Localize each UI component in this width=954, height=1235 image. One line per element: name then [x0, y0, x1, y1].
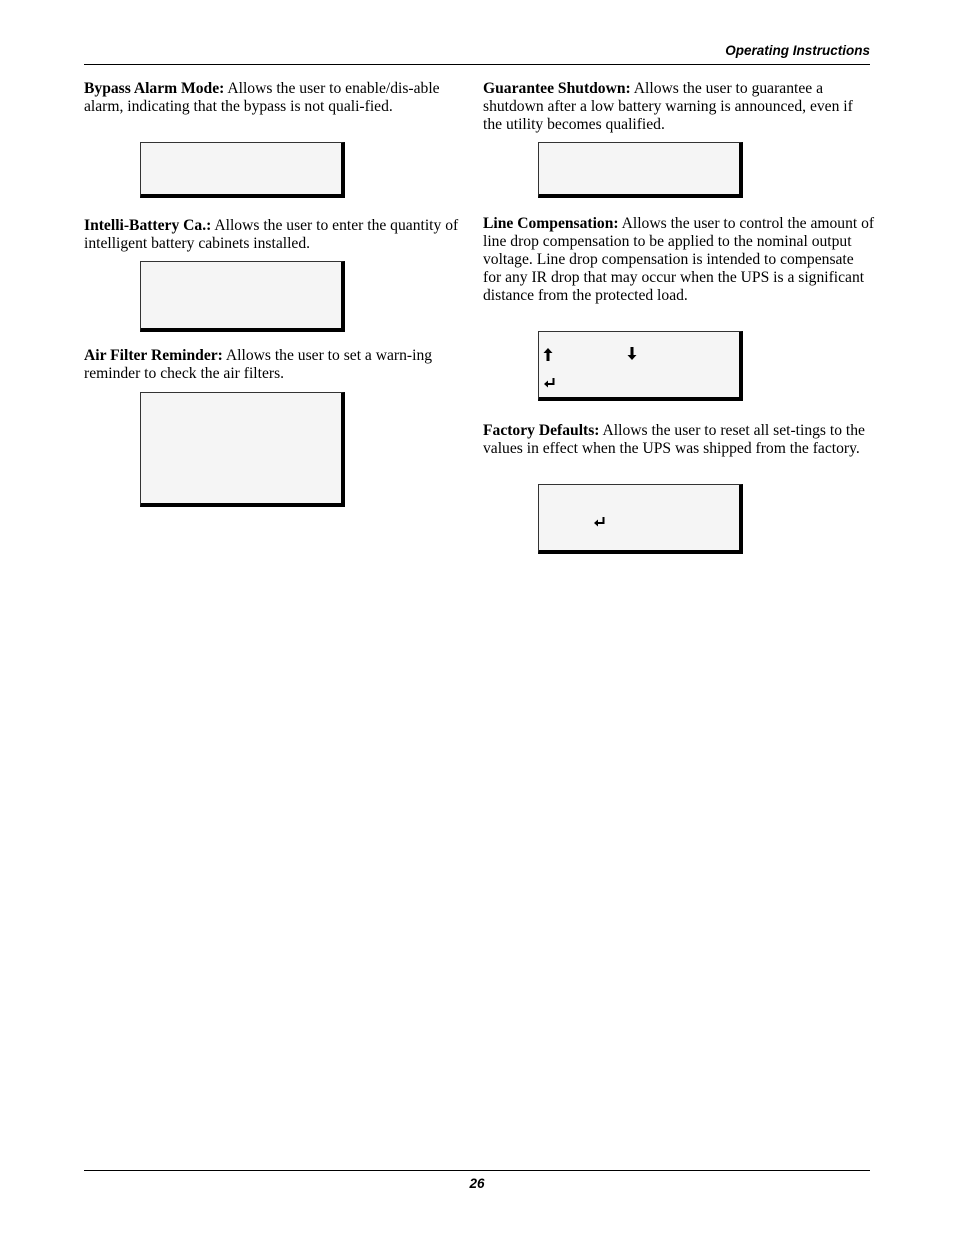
guarantee-shutdown-display — [538, 142, 743, 198]
guarantee-shutdown-term: Guarantee Shutdown: — [483, 80, 631, 97]
up-arrow-icon — [543, 348, 553, 363]
guarantee-shutdown-paragraph — [483, 80, 875, 134]
guarantee-shutdown-text: Allows the user to guarantee a shutdown after a low battery warning is announced, even if the utility becomes qualified. — [483, 80, 853, 133]
line-compensation-term: Line Compensation: — [483, 215, 619, 232]
enter-icon — [544, 378, 555, 390]
page-number: 26 — [469, 1176, 485, 1191]
footer-rule — [84, 1170, 870, 1171]
factory-defaults-display — [538, 484, 743, 554]
intelli-battery-paragraph — [84, 217, 474, 253]
enter-icon — [594, 517, 605, 529]
air-filter-reminder-display — [140, 392, 345, 507]
factory-defaults-text: Allows the user to reset all set-tings to the values in effect when the UPS was shipped from the factory. — [483, 422, 865, 457]
line-compensation-display — [538, 331, 743, 401]
air-filter-reminder-text: Allows the user to set a warn-ing reminder to check the air filters. — [84, 347, 433, 382]
factory-defaults-paragraph — [483, 422, 875, 458]
line-compensation-paragraph — [483, 215, 875, 305]
running-header: Operating Instructions — [725, 43, 870, 58]
bypass-alarm-mode-paragraph — [84, 80, 474, 116]
intelli-battery-term: Intelli-Battery Ca.: — [84, 217, 212, 234]
air-filter-reminder-term: Air Filter Reminder: — [84, 347, 223, 364]
factory-defaults-term: Factory Defaults: — [483, 422, 600, 439]
bypass-alarm-mode-display — [140, 142, 345, 198]
down-arrow-icon — [627, 347, 637, 362]
intelli-battery-text: Allows the user to enter the quantity of intelligent battery cabinets installed. — [84, 217, 459, 252]
air-filter-reminder-paragraph — [84, 347, 474, 383]
bypass-alarm-mode-text: Allows the user to enable/dis-able alarm, indicating that the bypass is not quali-fied. — [84, 80, 440, 115]
header-rule — [84, 64, 870, 65]
intelli-battery-display — [140, 261, 345, 332]
bypass-alarm-mode-term: Bypass Alarm Mode: — [84, 80, 225, 97]
line-compensation-text: Allows the user to control the amount of line drop compensation to be applied to the nominal output voltage. Line drop compensation is intended to compensate for any IR drop that may occur when the UPS is a significant distance from the protected load. — [483, 215, 875, 304]
